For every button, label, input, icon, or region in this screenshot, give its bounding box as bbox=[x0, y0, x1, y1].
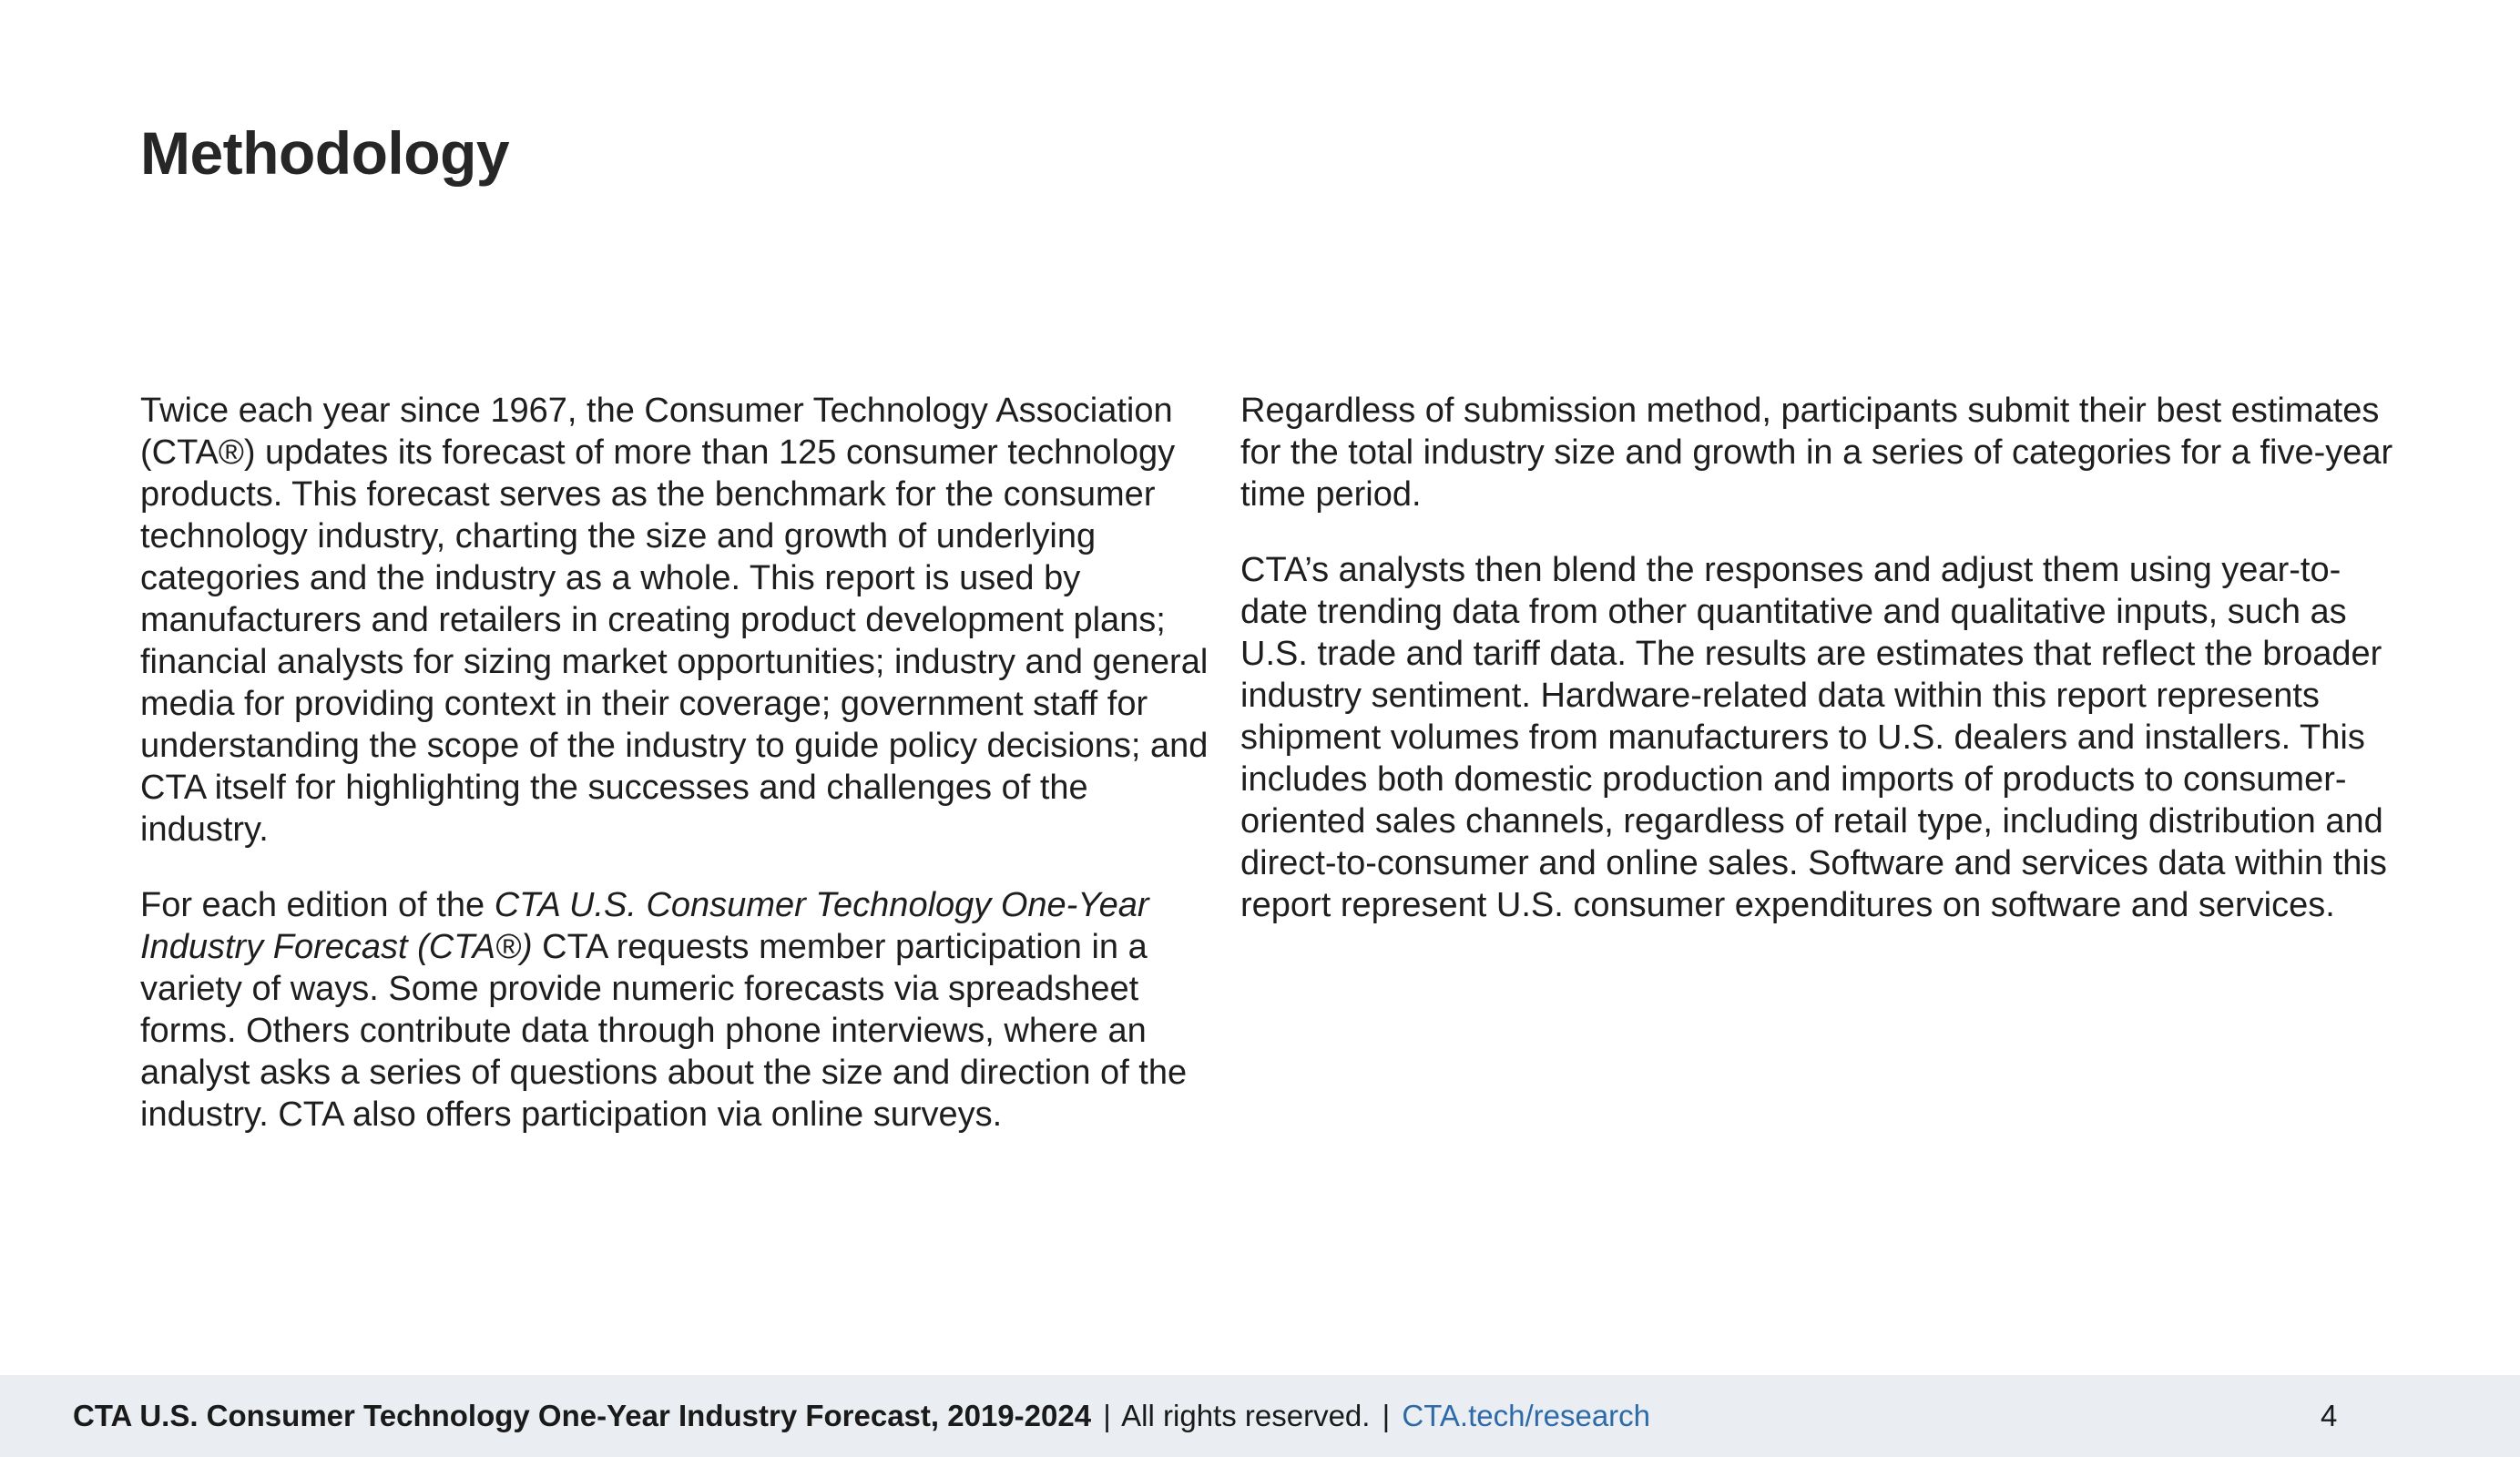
intro-paragraph: Twice each year since 1967, the Consumer Technology Association (CTA®) updates its forecast of more than 125 consumer technology products. This forecast serves as the benchmark for the consumer technology industry, charting the size and growth of underlying categories and the industry as a whole. This report is used by manufacturers and retailers in creating product development plans; financial analysts for sizing market opportunities; industry and general media for providing context in their coverage; government staff for understanding the scope of the industry to guide policy decisions; and CTA itself for highlighting the successes and challenges of the industry. bbox=[140, 392, 1209, 849]
footer-separator-2: | bbox=[1382, 1399, 1391, 1432]
footer-bar bbox=[0, 1375, 2520, 1457]
report-title-italic: CTA U.S. Consumer Technology One-Year Industry Forecast (CTA®) bbox=[140, 886, 1149, 966]
page-number: 4 bbox=[2321, 1399, 2338, 1432]
footer-rights: All rights reserved. bbox=[1121, 1399, 1371, 1432]
submission-paragraph: Regardless of submission method, participants submit their best estimates for the total industry size and growth in a series of categories for a five-year time period. bbox=[1240, 392, 2393, 514]
participation-paragraph bbox=[140, 884, 1217, 1136]
footer-research-link[interactable]: CTA.tech/research bbox=[1402, 1399, 1651, 1432]
left-column bbox=[140, 390, 1217, 1169]
participation-suffix: CTA requests member participation in a variety of ways. Some provide numeric forecasts via spreadsheet forms. Others contribute data through phone interviews, where an analyst asks a series of questions about the size and direction of the industry. CTA also offers participation via online surveys. bbox=[140, 928, 1188, 1134]
analysis-paragraph: CTA’s analysts then blend the responses and adjust them using year-to-date trending data from other quantitative and qualitative inputs, such as U.S. trade and tariff data. The results are estimates that reflect the broader industry sentiment. Hardware-related data within this report represents shipment volumes from manufacturers to U.S. dealers and installers. This includes both domestic production and imports of products to consumer-oriented sales channels, regardless of retail type, including distribution and direct-to-consumer and online sales. Software and services data within this report represent U.S. consumer expenditures on software and services. bbox=[1240, 551, 2387, 924]
participation-prefix: For each edition of the bbox=[140, 886, 495, 924]
footer-text bbox=[73, 1395, 1650, 1437]
right-column bbox=[1240, 390, 2397, 960]
footer-report-title: CTA U.S. Consumer Technology One-Year Industry Forecast, 2019-2024 bbox=[73, 1399, 1092, 1432]
page-title: Methodology bbox=[140, 119, 510, 187]
footer-separator: | bbox=[1103, 1399, 1111, 1432]
